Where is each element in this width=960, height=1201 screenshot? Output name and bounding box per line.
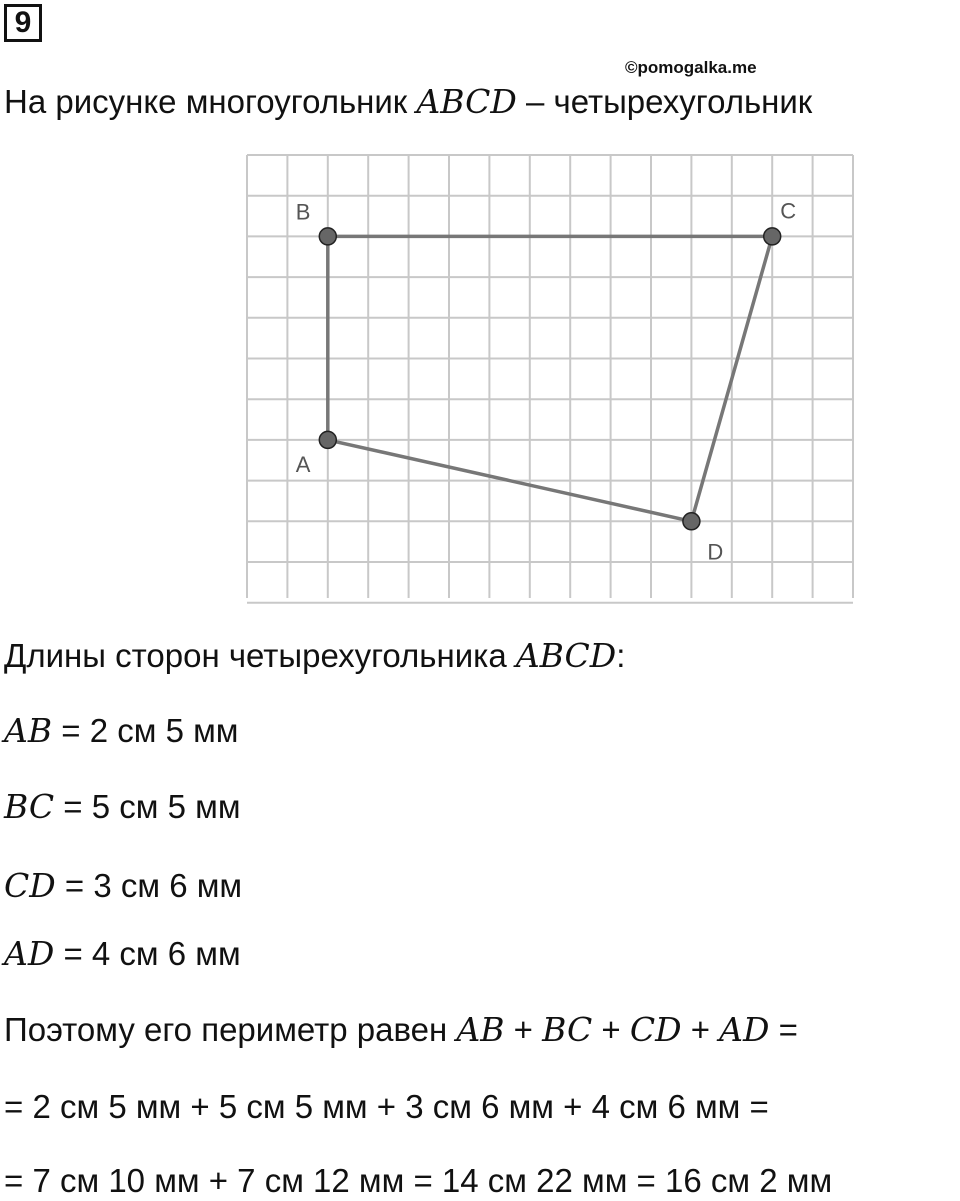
perimeter-text: Поэтому его периметр равен: [4, 1011, 457, 1048]
intro-text: На рисунке многоугольник: [4, 83, 417, 120]
term-ad: AD: [719, 1010, 770, 1049]
term-ab: AB: [456, 1010, 505, 1049]
side-value: = 3 см 6 мм: [55, 867, 243, 904]
side-name: CD: [4, 866, 56, 905]
side-value: = 4 см 6 мм: [54, 935, 241, 972]
perimeter-line-3: = 7 см 10 мм + 7 см 12 мм = 14 см 22 мм = 16 см 2 мм: [4, 1162, 833, 1199]
side-name: BC: [4, 787, 55, 826]
side-value: = 5 см 5 мм: [54, 788, 241, 825]
side-name: AD: [4, 934, 55, 973]
side-cd-line: [4, 866, 242, 906]
task-number: 9: [4, 4, 42, 42]
sides-heading-shape: ABCD: [515, 636, 617, 675]
vertex-c: [764, 228, 781, 245]
sides-heading: [4, 636, 625, 676]
plus-sign: +: [592, 1011, 630, 1048]
vertex-label-d: D: [707, 539, 724, 565]
vertex-a: [319, 431, 336, 448]
intro-shape: ABCD: [416, 82, 517, 121]
perimeter-line-2: = 2 см 5 мм + 5 см 5 мм + 3 см 6 мм + 4 см 6 мм =: [4, 1088, 769, 1125]
sides-heading-text: Длины сторон четырехугольника: [4, 637, 516, 674]
plus-sign: +: [504, 1011, 543, 1048]
side-bc-line: [4, 787, 241, 827]
vertex-label-b: B: [295, 199, 311, 225]
edges: [328, 236, 772, 521]
sides-heading-colon: :: [616, 637, 626, 674]
side-name: AB: [4, 711, 53, 750]
intro-after: – четырехугольник: [516, 83, 813, 120]
side-value: = 2 см 5 мм: [52, 712, 239, 749]
vertex-b: [319, 228, 336, 245]
watermark: ©pomogalka.me: [625, 58, 757, 77]
vertices: [319, 228, 780, 530]
vertex-label-a: A: [295, 451, 311, 477]
equals-sign: =: [769, 1011, 798, 1048]
perimeter-line-1: [4, 1010, 798, 1050]
side-ab-line: [4, 711, 238, 751]
term-cd: CD: [629, 1010, 682, 1049]
term-bc: BC: [542, 1010, 593, 1049]
plus-sign: +: [681, 1011, 720, 1048]
vertex-labels: [296, 198, 796, 564]
grid: [247, 155, 853, 603]
side-ad-line: [4, 934, 241, 974]
vertex-d: [683, 513, 700, 530]
vertex-label-c: C: [780, 198, 797, 224]
